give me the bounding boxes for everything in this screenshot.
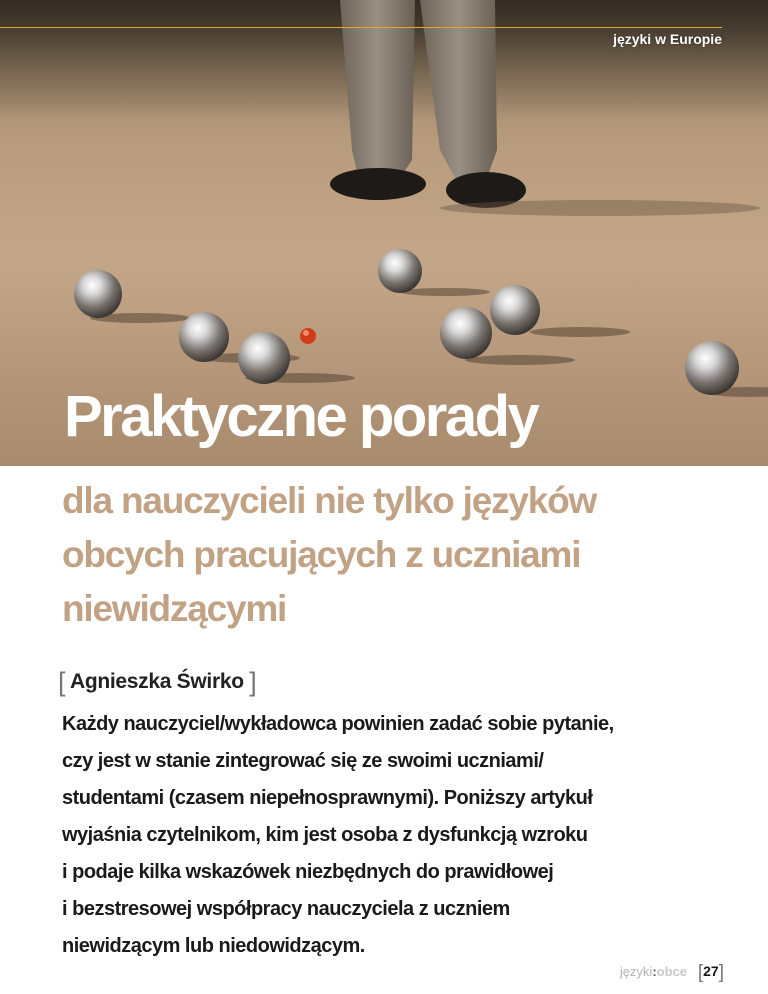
magazine-name-part2: obce	[656, 964, 688, 979]
header-rule	[0, 27, 722, 28]
bracket-open: [	[58, 667, 66, 697]
lead-line: i podaje kilka wskazówek niezbędnych do prawidłowej	[62, 861, 554, 883]
page-number: 27	[703, 963, 719, 979]
lead-line: czy jest w stanie zintegrować się ze swoimi uczniami/	[62, 750, 544, 772]
author-byline	[58, 664, 256, 695]
page-footer	[620, 960, 724, 982]
subtitle-line: niewidzącymi	[62, 588, 287, 629]
subtitle-line: dla nauczycieli nie tylko języków	[62, 480, 597, 521]
bracket-close: ]	[249, 667, 257, 697]
magazine-name-part1: języki	[619, 964, 653, 979]
page-bracket-open: [	[697, 962, 704, 983]
page-bracket-close: ]	[718, 962, 724, 983]
lead-line: wyjaśnia czytelnikom, kim jest osoba z dysfunkcją wzroku	[62, 824, 588, 846]
lead-line: Każdy nauczyciel/wykładowca powinien zadać sobie pytanie,	[62, 713, 614, 735]
lead-paragraph	[62, 706, 752, 965]
lead-line: i bezstresowej współpracy nauczyciela z uczniem	[62, 898, 510, 920]
article-subtitle	[62, 474, 702, 636]
lead-line: studentami (czasem niepełnosprawnymi). Poniższy artykuł	[62, 787, 593, 809]
lead-line: niewidzącym lub niedowidzącym.	[62, 935, 365, 957]
author-name: Agnieszka Świrko	[69, 670, 244, 693]
section-label: języki w Europie	[613, 31, 722, 47]
article-title: Praktyczne porady	[64, 384, 538, 449]
subtitle-line: obcych pracujących z uczniami	[62, 534, 581, 575]
hero-photo	[0, 0, 768, 466]
magazine-colon: :	[652, 964, 657, 979]
